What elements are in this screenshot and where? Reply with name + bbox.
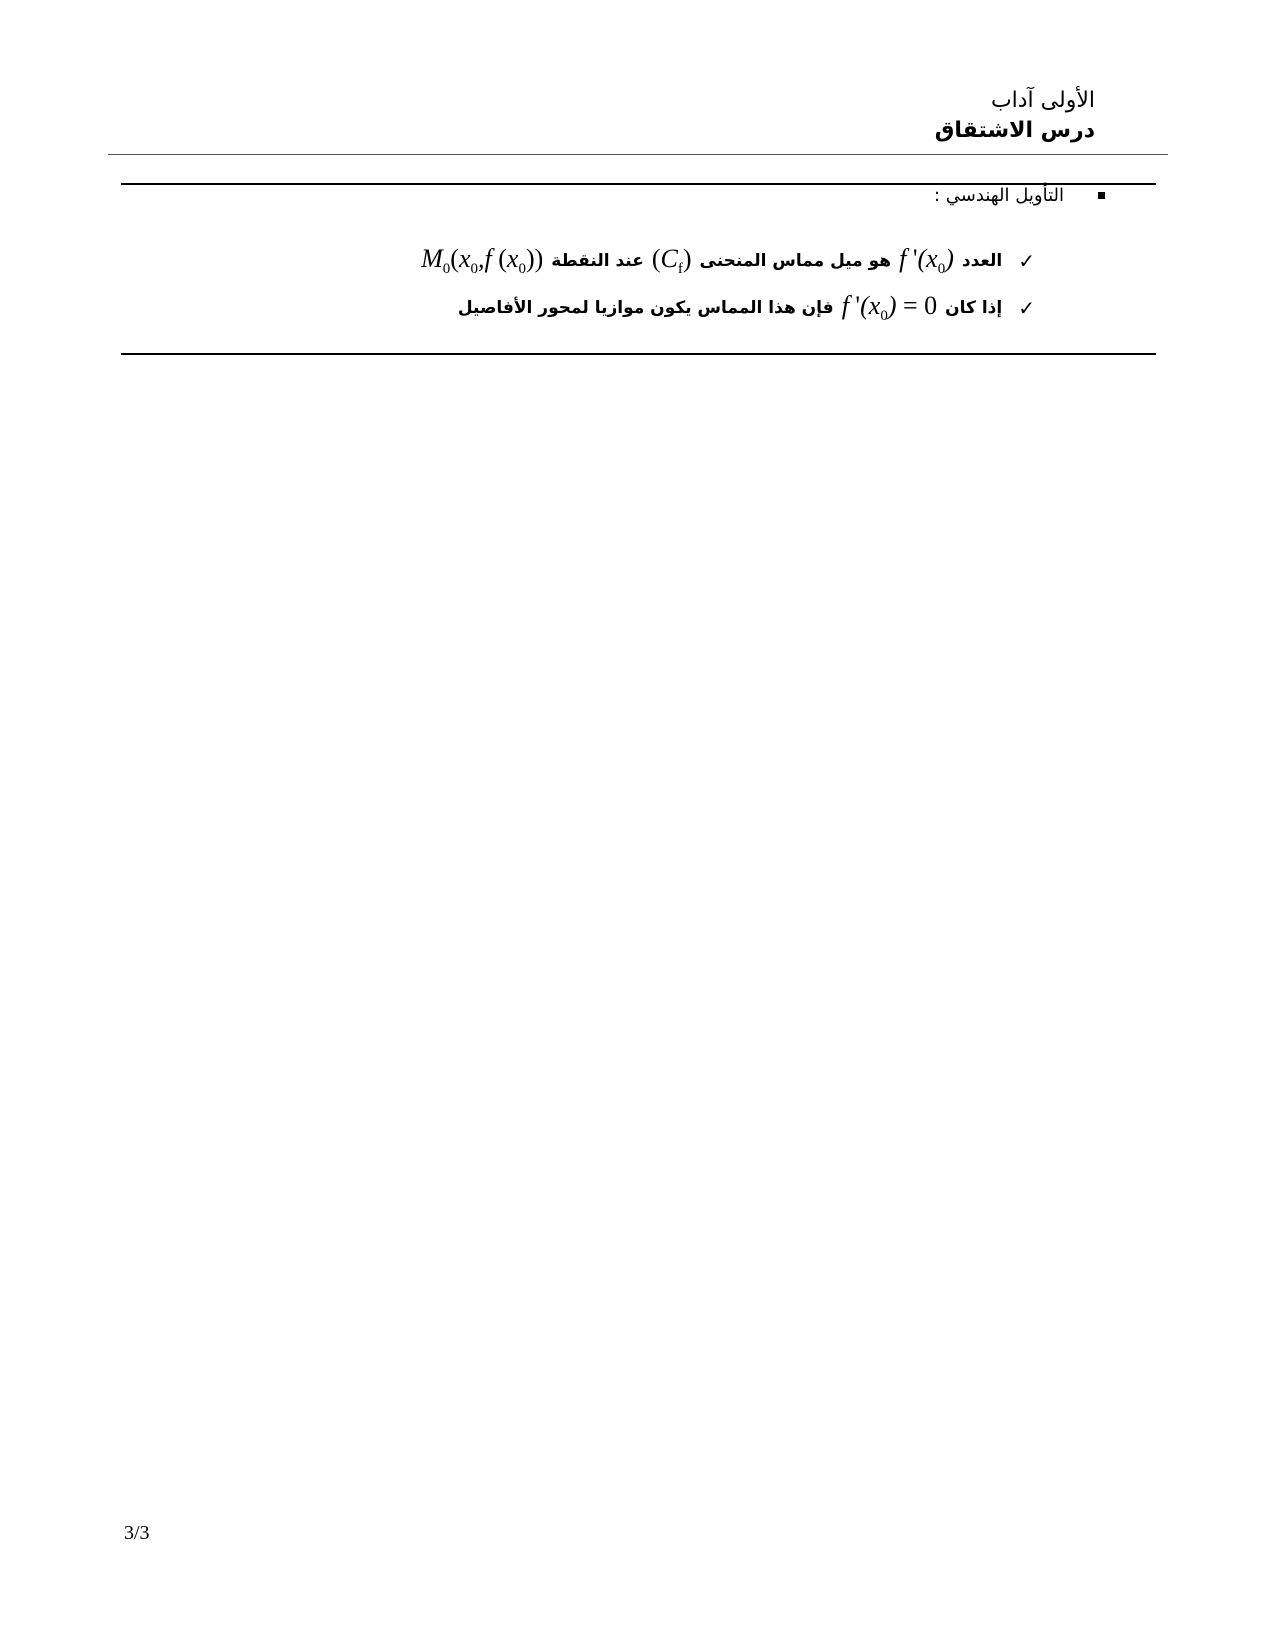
checkmark-icon: ✓ bbox=[1018, 296, 1035, 321]
class-level: الأولى آداب bbox=[990, 88, 1095, 113]
item-text: فإن هذا المماس يكون موازيا لمحور الأفاصيل bbox=[457, 298, 834, 319]
lesson-title: درس الاشتقاق bbox=[934, 118, 1095, 143]
math-expression: $(C_f)$ bbox=[651, 244, 692, 278]
checkmark-icon: ✓ bbox=[1018, 249, 1035, 274]
box-bottom-rule bbox=[121, 353, 1156, 355]
page-header bbox=[935, 86, 1095, 146]
section-heading bbox=[934, 185, 1105, 206]
item-text: إذا كان bbox=[945, 298, 1003, 319]
page-number: 3/3 bbox=[124, 1522, 150, 1544]
item-text: عند النقطة bbox=[551, 251, 644, 272]
header-divider bbox=[108, 154, 1168, 155]
item-text: العدد bbox=[961, 251, 1003, 272]
square-bullet-icon bbox=[1098, 192, 1105, 199]
list-item bbox=[458, 291, 1035, 325]
math-expression: f '$(x_0)$ bbox=[899, 244, 954, 278]
math-expression: f '$(x_0) = 0$ bbox=[841, 291, 938, 325]
math-expression: $M_0(x_0,f$ $(x_0)$) bbox=[421, 244, 544, 278]
list-item bbox=[413, 244, 1035, 278]
item-text: هو ميل مماس المنحنى bbox=[699, 251, 892, 272]
section-label: التأويل الهندسي : bbox=[934, 185, 1064, 206]
